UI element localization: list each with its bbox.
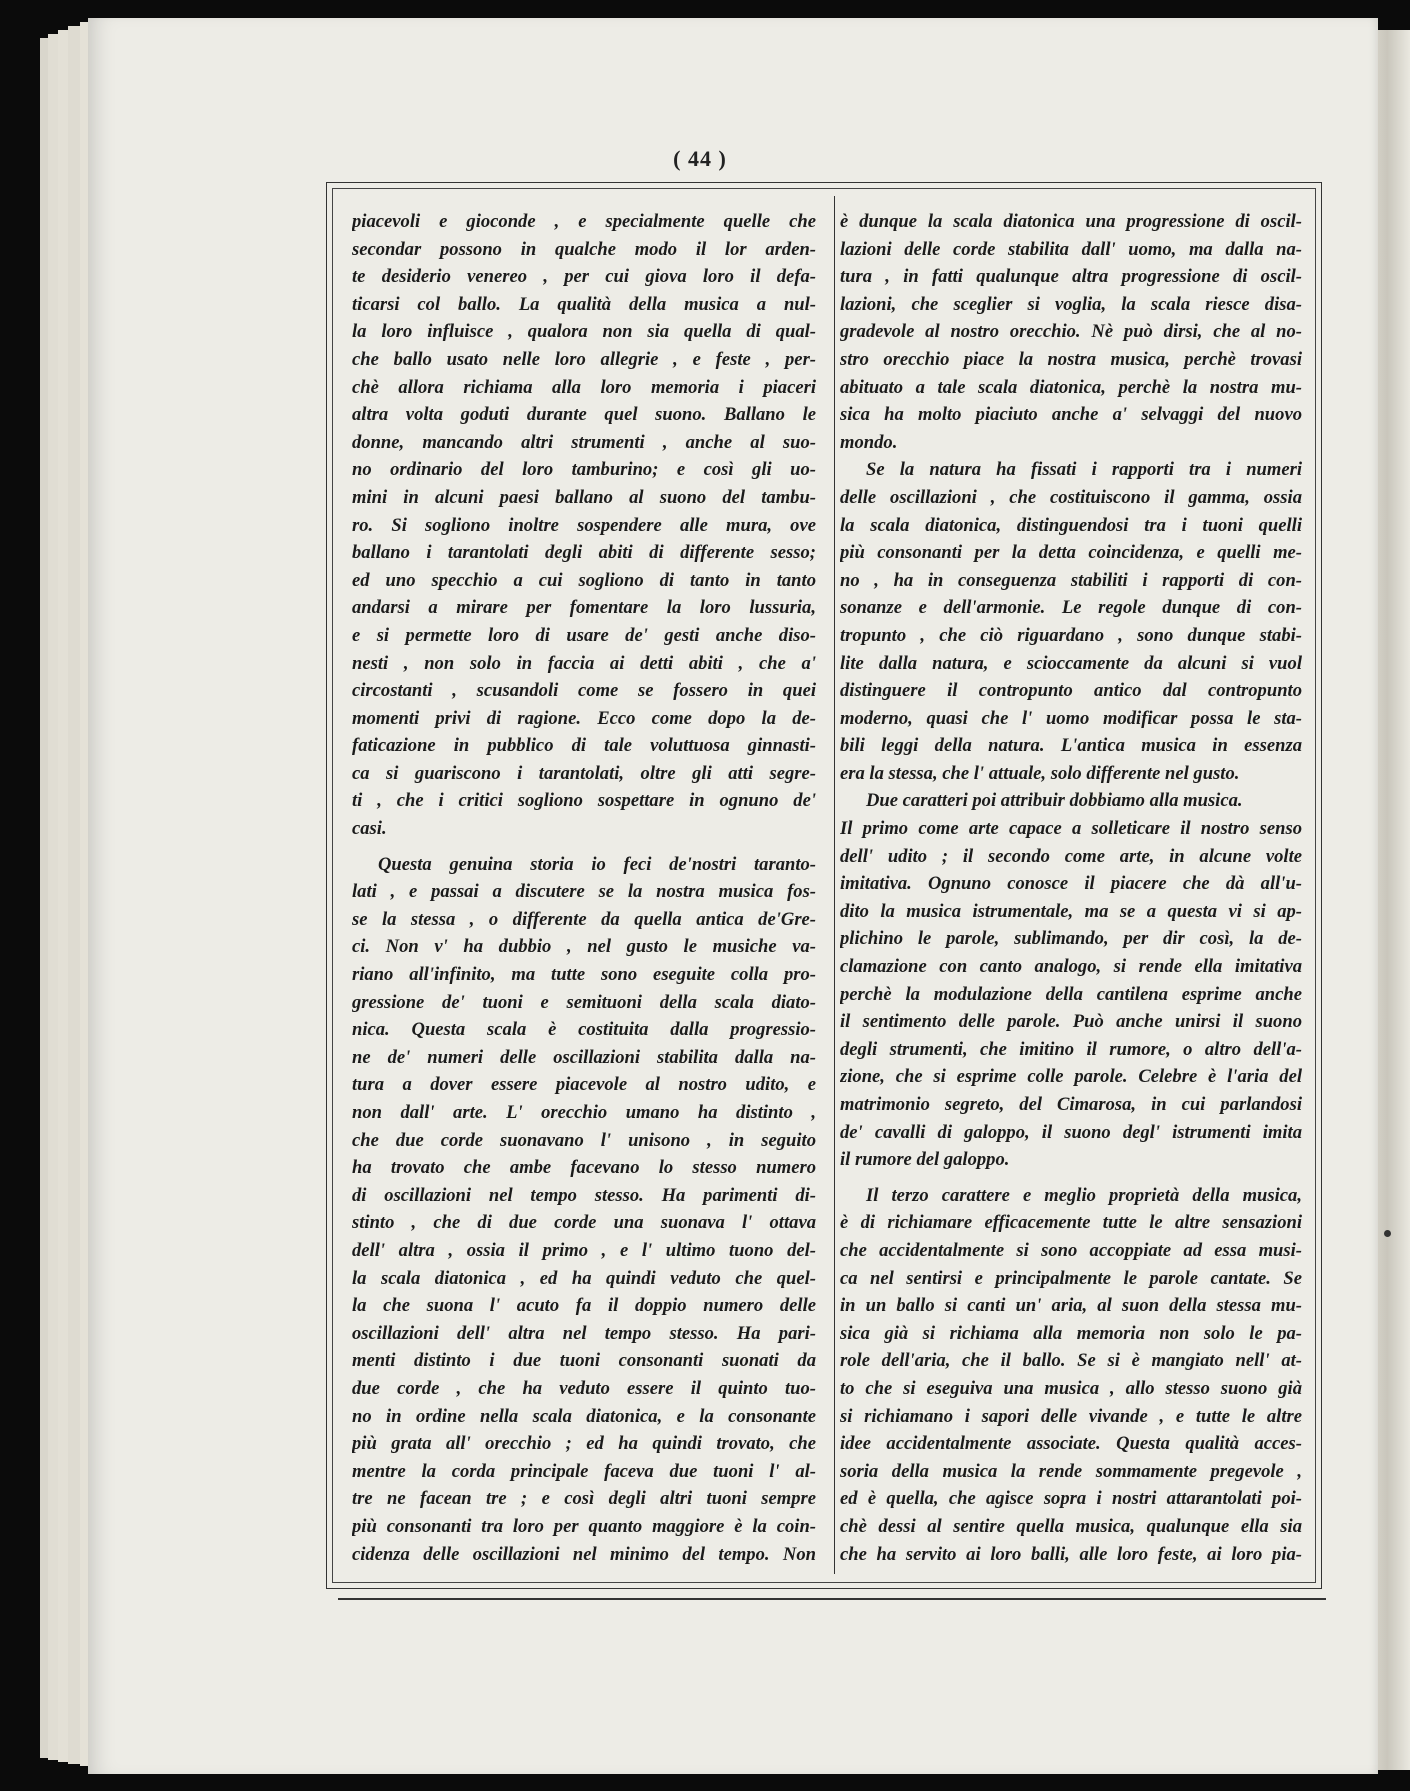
page-number: ( 44 ) [673,146,727,171]
text-line: faticazione in pubblico di tale voluttuosa ginnasti- [352,735,816,757]
text-line: stro orecchio piace la nostra musica, perchè trovasi [840,348,1302,370]
text-line: più grata all' orecchio ; ed ha quindi trovato, che [352,1433,816,1455]
text-line: ci. Non v' ha dubbio , nel gusto le musiche va- [352,936,816,958]
text-line: perchè la modulazione della cantilena esprime anche [840,983,1302,1005]
text-line: di oscillazioni nel tempo stesso. Ha parimenti di- [352,1184,816,1206]
text-line: sica ha molto piaciuto anche a' selvaggi del nuovo [840,404,1302,426]
text-line: dito la musica istrumentale, ma se a questa vi si ap- [840,900,1302,922]
text-line: ticarsi col ballo. La qualità della musica a nul- [352,293,816,315]
text-line: tropunto , che ciò riguardano , sono dunque stabi- [840,624,1302,646]
text-line: Due caratteri poi attribuir dobbiamo alla musica. [866,790,1243,812]
ink-spot [1384,1230,1391,1237]
text-line: imitativa. Ognuno conosce il piacere che dà all'u- [840,873,1302,895]
text-line: delle oscillazioni , che costituiscono il gamma, ossia [840,486,1302,508]
text-line: abituato a tale scala diatonica, perchè la nostra mu- [840,376,1302,398]
text-line: ballano i tarantolati degli abiti di differente sesso; [352,542,816,564]
text-line: più consonanti per la detta coincidenza, e quelli me- [840,542,1302,564]
text-line: Se la natura ha fissati i rapporti tra i numeri [866,459,1302,481]
text-line: tre ne facean tre ; e così degli altri tuoni sempre [352,1488,816,1510]
text-line: sica già si richiama alla memoria non solo le pa- [840,1322,1302,1344]
text-line: stinto , che di due corde una suonava l' ottava [352,1212,816,1234]
bottom-rule [338,1598,1326,1600]
text-line: che accidentalmente si sono accoppiate ad essa musi- [840,1239,1302,1261]
text-line: ca si guariscono i tarantolati, oltre gli atti segre- [352,762,816,784]
text-line: ed uno specchio a cui sogliono di tanto in tanto [352,569,816,591]
text-line: era la stessa, che l' attuale, solo differente nel gusto. [840,762,1240,784]
text-line: se la stessa , o differente da quella antica de'Gre- [352,908,816,930]
text-line: piacevoli e gioconde , e specialmente quelle che [352,211,816,232]
text-line: il sentimento delle parole. Può anche unirsi il suono [840,1011,1302,1033]
text-line: ti , che i critici sogliono sospettare in ognuno de' [352,790,816,812]
text-line: donne, mancando altri strumenti , anche al suo- [352,431,816,453]
text-line: no , ha in conseguenza stabiliti i rapporti di con- [840,569,1302,591]
text-line: no ordinario del loro tamburino; e così gli uo- [352,459,816,481]
text-line: plichino le parole, sublimando, per dir così, la de- [840,928,1302,950]
text-line: te desiderio venereo , per cui giova loro il defa- [352,266,816,288]
text-line: tura a dover essere piacevole al nostro udito, e [352,1074,816,1096]
text-line: circostanti , scusandoli come se fossero in quei [352,680,816,702]
text-line: ha trovato che ambe facevano lo stesso numero [352,1157,816,1179]
text-line: che ballo usato nelle loro allegrie , e feste , per- [352,348,816,370]
text-line: dell' altra , ossia il primo , e l' ultimo tuono del- [352,1239,816,1261]
text-line: la scala diatonica, distinguendosi tra i tuoni quelli [840,514,1302,536]
text-line: soria della musica la rende sommamente pregevole , [840,1460,1302,1482]
text-line: nesti , non solo in faccia ai detti abiti , che a' [352,652,816,674]
text-line: e si permette loro di usare de' gesti anche diso- [352,624,816,646]
text-line: è di richiamare efficacemente tutte le altre sensazioni [840,1212,1302,1234]
text-line: chè allora richiama alla loro memoria i piaceri [352,376,816,398]
text-line: ne de' numeri delle oscillazioni stabilita dalla na- [352,1046,816,1068]
text-line: riano all'infinito, ma tutte sono eseguite colla pro- [352,964,816,986]
right-column [840,208,1302,1588]
text-line: la loro influisce , qualora non sia quella di qual- [352,321,816,343]
text-line: lazioni delle corde stabilita dall' uomo, ma dalla na- [840,238,1302,260]
text-line: lazioni, che sceglier si voglia, la scala riesce disa- [840,293,1302,315]
text-line: chè dessi al sentire quella musica, qualunque ella sia [840,1515,1302,1537]
text-line: zione, che si esprime colle parole. Celebre è l'aria del [840,1066,1302,1088]
text-line: de' cavalli di galoppo, il suono degl' istrumenti imita [840,1121,1302,1143]
text-line: matrimonio segreto, del Cimarosa, in cui parlandosi [840,1094,1302,1115]
text-line: bili leggi della natura. L'antica musica in essenza [840,735,1302,757]
text-line: andarsi a mirare per fomentare la loro lussuria, [352,597,816,619]
text-line: sonanze e dell'armonie. Le regole dunque di con- [840,597,1302,619]
text-line: ca nel sentirsi e principalmente le parole cantate. Se [840,1267,1302,1289]
text-line: in un ballo si canti un' aria, al suon della stessa mu- [840,1295,1302,1317]
text-line: momenti privi di ragione. Ecco come dopo la de- [352,707,816,729]
text-line: secondar possono in qualche modo il lor arden- [352,238,816,260]
text-line: è dunque la scala diatonica una progressione di oscil- [840,211,1302,232]
text-line: Il terzo carattere e meglio proprietà della musica, [866,1184,1302,1206]
text-line: che due corde suonavano l' unisono , in seguito [352,1129,816,1151]
text-line: degli strumenti, che imitino il rumore, o altro dell'a- [840,1038,1302,1060]
text-line: lati , e passai a discutere se la nostra musica fos- [352,881,816,903]
text-line: dell' udito ; il secondo come arte, in alcune volte [840,845,1302,867]
text-line: to che si eseguiva una musica , allo stesso suono già [840,1377,1302,1399]
text-line: idee accidentalmente associate. Questa qualità acces- [840,1433,1302,1455]
text-line: mini in alcuni paesi ballano al suono del tambu- [352,486,816,508]
text-line: oscillazioni dell' altra nel tempo stesso. Ha pari- [352,1322,816,1344]
text-line: non dall' arte. L' orecchio umano ha distinto , [352,1102,816,1123]
text-line: Il primo come arte capace a solleticare il nostro senso [840,818,1302,840]
text-line: tura , in fatti qualunque altra progressione di oscil- [840,266,1302,288]
text-line: cidenza delle oscillazioni nel minimo del tempo. Non [352,1543,816,1565]
text-line: il rumore del galoppo. [840,1149,1010,1171]
text-line: che ha servito ai loro balli, alle loro feste, ai loro pia- [840,1543,1302,1565]
text-line: distinguere il contropunto antico dal contropunto [840,680,1302,702]
text-line: gressione de' tuoni e semituoni della scala diato- [352,991,816,1013]
text-line: gradevole al nostro orecchio. Nè può dirsi, che al no- [840,321,1302,343]
text-line: role dell'aria, che il ballo. Se si è mangiato nell' at- [840,1350,1302,1372]
text-line: nica. Questa scala è costituita dalla progressio- [352,1019,816,1041]
left-column [352,208,816,1588]
text-line: moderno, quasi che l' uomo modificar possa le sta- [840,707,1302,729]
text-line: ed è quella, che agisce sopra i nostri attarantolati poi- [840,1488,1302,1510]
text-line: menti distinto i due tuoni consonanti suonati da [352,1350,816,1372]
text-line: la che suona l' acuto fa il doppio numero delle [352,1295,816,1317]
text-line: due corde , che ha veduto essere il quinto tuo- [352,1377,816,1399]
text-line: lite dalla natura, e scioccamente da alcuni si vuol [840,652,1302,674]
text-line: altra volta goduti durante quel suono. Ballano le [352,404,816,426]
text-line: si richiamano i sapori delle vivande , e tutte le altre [840,1405,1302,1427]
text-line: ro. Si sogliono inoltre sospendere alle mura, ove [352,514,816,536]
text-line: mentre la corda principale faceva due tuoni l' al- [352,1460,816,1482]
text-line: mondo. [840,431,898,453]
text-line: casi. [352,818,387,840]
text-line: clamazione con canto analogo, si rende ella imitativa [840,956,1302,978]
text-line: più consonanti tra loro per quanto maggiore è la coin- [352,1515,816,1537]
column-divider [834,196,835,1574]
text-line: la scala diatonica , ed ha quindi veduto che quel- [352,1267,816,1289]
text-line: no in ordine nella scala diatonica, e la consonante [352,1405,816,1427]
text-line: Questa genuina storia io feci de'nostri taranto- [378,853,816,875]
